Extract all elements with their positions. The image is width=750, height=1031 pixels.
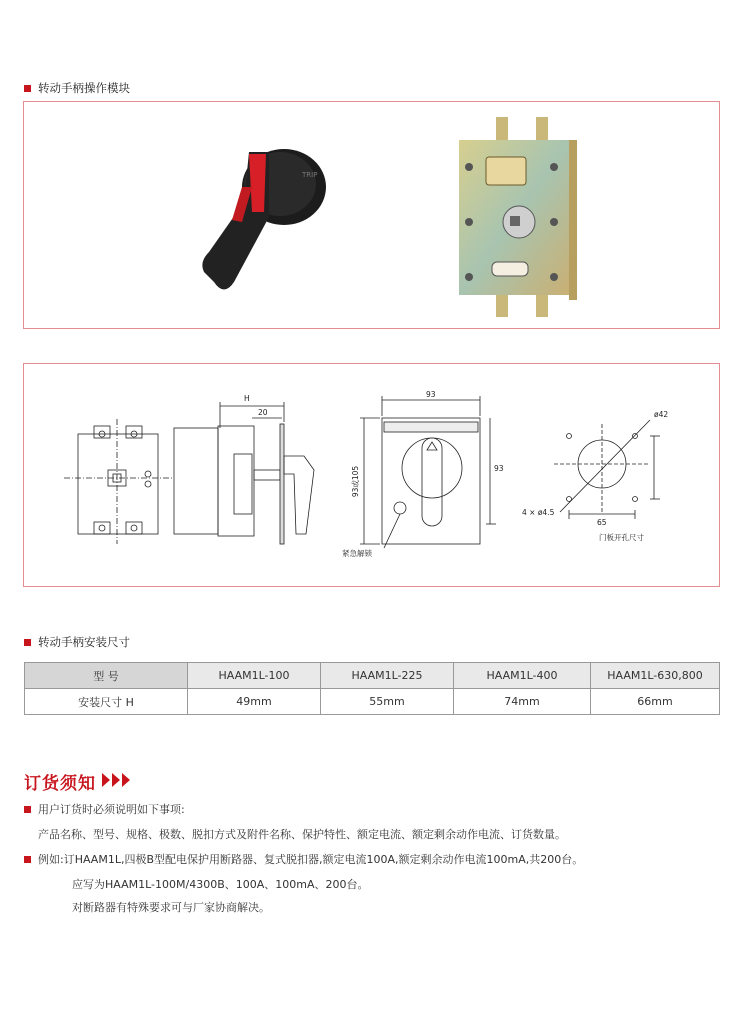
triple-arrow-icon: [102, 773, 132, 787]
dim-label-93-side: 93: [494, 464, 504, 473]
table-cell: 安装尺寸 H: [25, 689, 188, 715]
table-header-row: [25, 663, 720, 689]
table-row: [25, 689, 720, 715]
mechanism-plate-photo: [444, 112, 584, 322]
rotary-handle-photo: [194, 132, 334, 302]
emergency-release-label: 紧急解锁: [342, 549, 372, 558]
order-bullet-2: 例如:订HAAM1L,四极B型配电保护用断路器、复式脱扣器,额定电流100A,额定剩余动作电流100mA,共200台。: [38, 853, 584, 866]
product-photo-frame: [23, 101, 720, 329]
table-header-cell: HAAM1L-100: [188, 663, 321, 689]
order-line-2: 应写为HAAM1L-100M/4300B、100A、100mA、200台。: [72, 878, 369, 891]
order-line-3: 对断路器有特殊要求可与厂家协商解决。: [72, 901, 270, 914]
dim-label-20: 20: [258, 408, 268, 417]
bullet-icon: [24, 806, 31, 813]
section-title-module: 转动手柄操作模块: [38, 81, 130, 95]
table-header-cell: HAAM1L-630,800: [591, 663, 720, 689]
table-cell: 74mm: [454, 689, 591, 715]
dim-label-93-105: 93或105: [351, 465, 361, 498]
table-cell: 66mm: [591, 689, 720, 715]
order-line-1: 产品名称、型号、规格、极数、脱扣方式及附件名称、保护特性、额定电流、额定剩余动作电流、订货数量。: [38, 828, 566, 841]
order-bullet-1: 用户订货时必须说明如下事项:: [38, 803, 185, 816]
handle-trip-mark: TRIP: [302, 171, 318, 179]
table-header-cell: HAAM1L-400: [454, 663, 591, 689]
table-header-cell: 型 号: [25, 663, 188, 689]
table-cell: 55mm: [321, 689, 454, 715]
dimension-drawing-frame: [23, 363, 720, 587]
dim-label-holes: 4 × ø4.5: [522, 508, 555, 517]
dim-label-65: 65: [597, 518, 607, 527]
section-bullet-icon: [24, 639, 31, 646]
cutout-size-label: 门板开孔尺寸: [599, 533, 644, 542]
section-bullet-icon: [24, 85, 31, 92]
table-cell: 49mm: [188, 689, 321, 715]
dim-label-H: H: [244, 394, 250, 403]
order-notice-title: 订货须知: [24, 774, 96, 794]
section-title-install: 转动手柄安装尺寸: [38, 635, 130, 649]
dim-label-phi42: ø42: [654, 410, 669, 419]
bullet-icon: [24, 856, 31, 863]
install-size-table: [24, 662, 720, 715]
dim-label-93-top: 93: [426, 390, 436, 399]
table-header-cell: HAAM1L-225: [321, 663, 454, 689]
